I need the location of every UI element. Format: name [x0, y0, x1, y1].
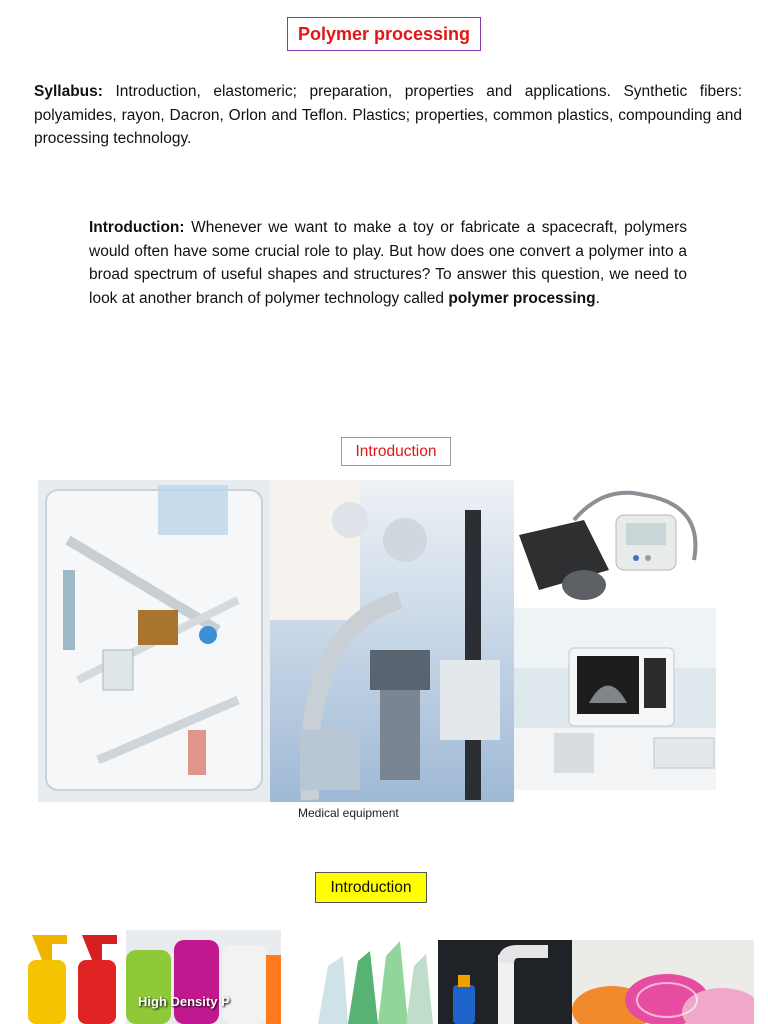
page-title: Polymer processing: [287, 17, 481, 51]
medical-equipment-caption: Medical equipment: [298, 806, 399, 820]
syllabus-label: Syllabus:: [34, 83, 103, 100]
introduction-text: Whenever we want to make a toy or fabricate a spacecraft, polymers would often have some crucial role to play. But how does one convert a polymer into a broad spectrum of useful shapes and structures? To answer this question, we need to look at another branch of polymer technology called: [89, 219, 687, 307]
syllabus-paragraph: [34, 80, 742, 151]
introduction-paragraph: Introduction: Whenever we want to make a toy or fabricate a spacecraft, polymers would often have some crucial role to play. But how does one convert a polymer into a broad spectrum of useful shapes and structures? To answer this question, we need to look at another branch of polymer technology called polymer processing.: [89, 219, 687, 307]
blood-pressure-monitor-image: [514, 480, 716, 608]
introduction-label: Introduction:: [89, 219, 185, 236]
introduction-heading-2: Introduction: [315, 872, 427, 903]
hdpe-label: High Density P: [138, 994, 230, 1009]
pet-bottles-image: [308, 936, 435, 1024]
hdpe-bottles-image: [126, 930, 281, 1024]
introduction-heading-1: Introduction: [341, 437, 451, 466]
syllabus-text: Introduction, elastomeric; preparation, properties and applications. Synthetic fibers: polyamides, rayon, Dacron, Orlon and Teflon. Plastics; properties, common plastics, compounding and processing technology.: [34, 83, 742, 147]
medical-supplies-image: [38, 480, 270, 802]
polymer-processing-emphasis: polymer processing: [448, 289, 596, 307]
ultrasound-machine-image: [514, 608, 716, 790]
pvc-pipe-image: [438, 940, 572, 1024]
plastic-plates-image: [572, 940, 754, 1024]
operating-room-image: [270, 480, 514, 802]
spray-bottles-image: [22, 930, 126, 1024]
